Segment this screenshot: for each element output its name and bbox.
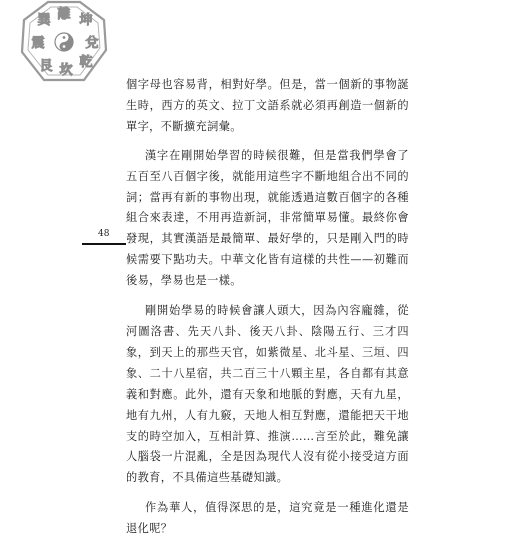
trigram-gen: 艮 (39, 59, 53, 74)
paragraph-2: 漢字在剛開始學習的時候很難，但是當我們學會了五百至八百個字後，就能用這些字不斷地組合出不同的詞；當再有新的事物出現，就能透過這數百個字的各種組合來表達，不用再造新詞，非常簡單易懂。最終你會發現，其實漢語是最簡單、最好學的，只是剛入門的時候需要下點功夫。中華文化皆有這樣的共性——初難而後易，學易也是一樣。 (126, 148, 409, 288)
trigram-qian: 乾 (79, 55, 93, 70)
trigram-kun: 坤 (79, 13, 93, 28)
trigram-dui: 兌 (85, 36, 99, 51)
trigram-li: 離 (57, 7, 71, 22)
body-text (126, 75, 409, 540)
paragraph-1: 個字母也容易背，相對好學。但是，當一個新的事物誕生時，西方的英文、拉丁文語系就必須再創造一個新的單字，不斷擴充詞彙。 (126, 78, 409, 133)
margin-rule (82, 243, 126, 245)
page-number: 48 (98, 229, 110, 239)
paragraph-3: 剛開始學易的時候會讓人頭大，因為內容龐雜，從河圖洛書、先天八卦、後天八卦、陰陽五行、三才四象，到天上的那些天官，如紫微星、北斗星、三垣、四象、二十八星宿，共二百三十八顆主星，各自都有其意義和對應。此外，還有天象和地脈的對應，天有九星，地有九州，人有九竅，天地人相互對應，還能把天干地支的時空加入，互相計算、推演……言至於此，難免讓人腦袋一片混亂，全是因為現代人沒有從小接受這方面的教育，不具備這些基礎知識。 (126, 304, 409, 485)
bagua-seal-logo (18, 0, 110, 84)
trigram-kan: 坎 (59, 63, 73, 78)
trigram-zhen: 震 (31, 36, 45, 51)
trigram-xun: 巽 (37, 13, 51, 28)
paragraph-4: 作為華人，值得深思的是，這究竟是一種進化還是退化呢？ (126, 501, 409, 536)
